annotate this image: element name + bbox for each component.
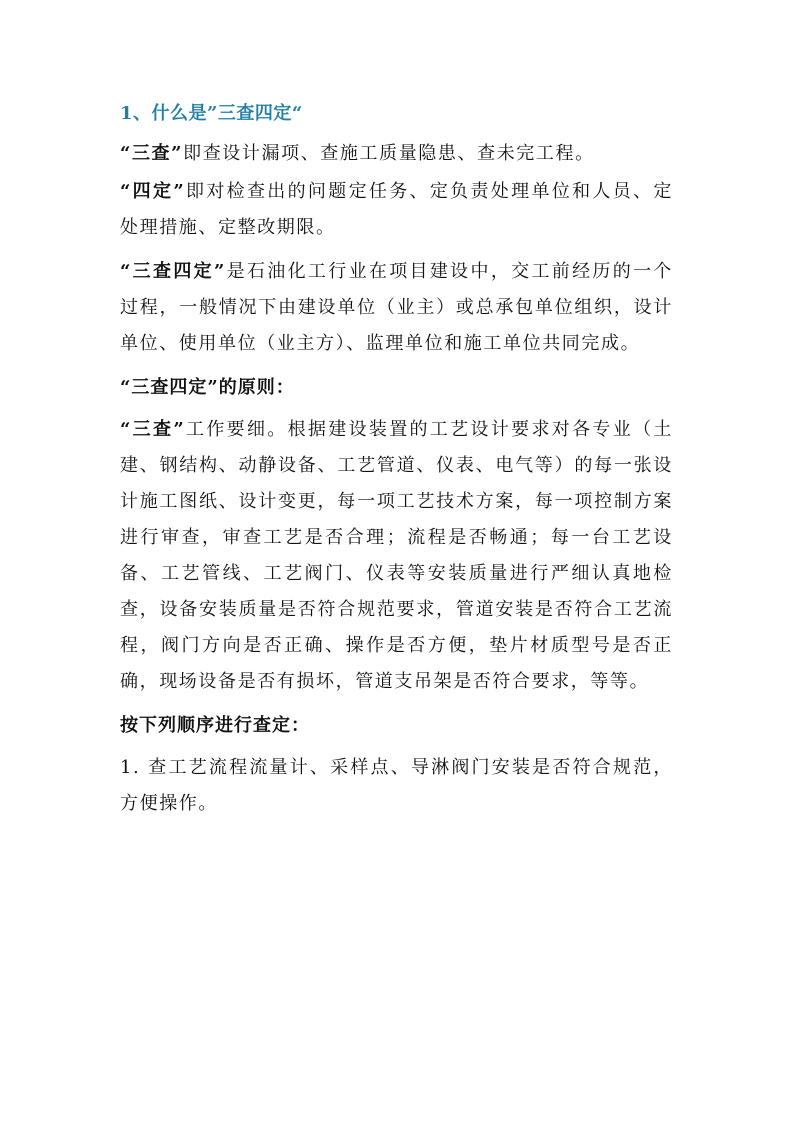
section-heading: 1、什么是”三查四定“: [120, 103, 303, 124]
definition-si-ding: 即对检查出的问题定任务、定负责处理单位和人员、定处理措施、定整改期限。: [120, 181, 673, 238]
principle-heading: “三查四定”的原则：: [120, 377, 295, 398]
term-si-ding: “四定”: [120, 181, 186, 202]
list-item-1: 1. 查工艺流程流量计、采样点、导淋阀门安装是否符合规范，方便操作。: [120, 757, 673, 814]
term-san-cha-si-ding: “三查四定”: [120, 261, 226, 282]
principle-san-cha-text: 工作要细。根据建设装置的工艺设计要求对各专业（土建、钢结构、动静设备、工艺管道、仪表、电气等）的每一张设计施工图纸、设计变更，每一项工艺技术方案，每一项控制方案进行审查，审查工艺是否合理；流程是否畅通；每一台工艺设备、工艺管线、工艺阀门、仪表等安装质量进行严细认真地检查，设备安装质量是否符合规范要求，管道安装是否符合工艺流程，阀门方向是否正确、操作是否方便，垫片材质型号是否正确，现场设备是否有损坏，管道支吊架是否符合要求，等等。: [120, 419, 673, 692]
term-principle-san-cha: “三查”: [120, 419, 186, 440]
paragraph-si-ding: [120, 174, 673, 246]
order-heading: 按下列顺序进行查定：: [120, 715, 310, 736]
paragraph-principle-san-cha: [120, 412, 673, 700]
term-san-cha: “三查”: [120, 143, 184, 164]
definition-san-cha-si-ding: 是石油化工行业在项目建设中，交工前经历的一个过程，一般情况下由建设单位（业主）或总承包单位组织，设计单位、使用单位（业主方）、监理单位和施工单位共同完成。: [120, 261, 673, 354]
definition-san-cha: 即查设计漏项、查施工质量隐患、查未完工程。: [183, 143, 595, 164]
document-body: [120, 96, 673, 830]
paragraph-san-cha-si-ding: [120, 254, 673, 362]
paragraph-san-cha: [120, 136, 673, 172]
